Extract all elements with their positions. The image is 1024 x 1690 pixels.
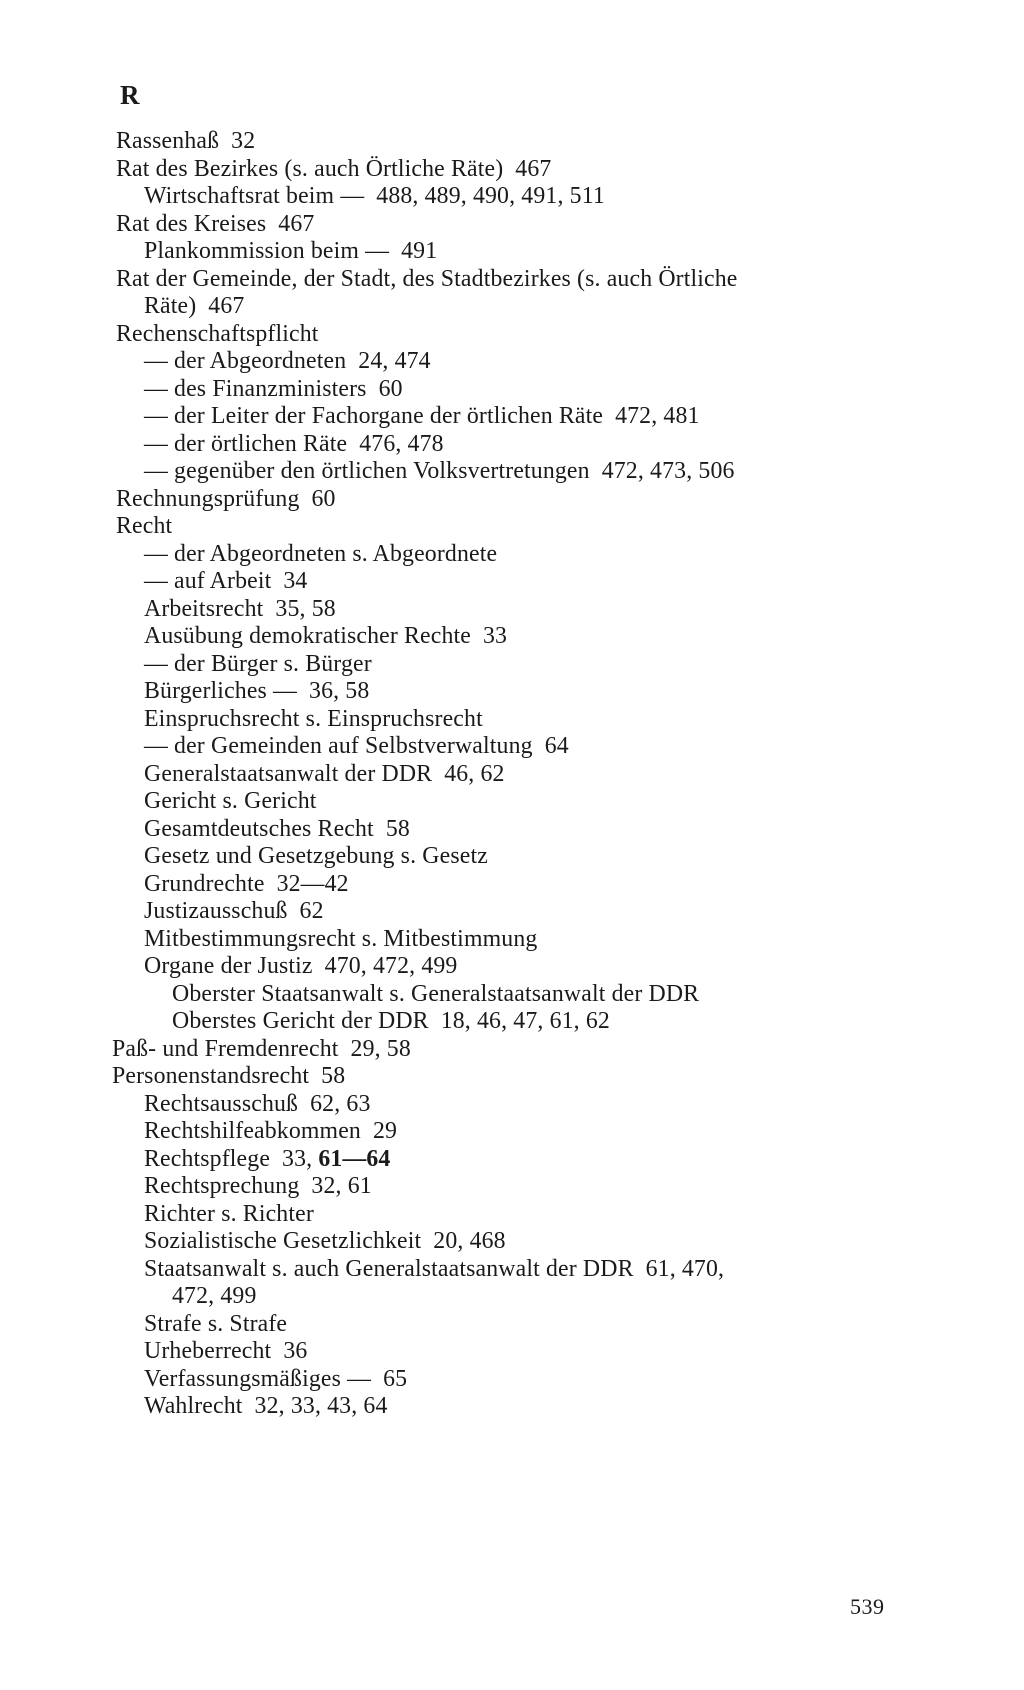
page-number: 539 bbox=[850, 1594, 885, 1619]
bold-page-range: 61—64 bbox=[318, 1145, 391, 1172]
index-subentry: Organe der Justiz 470, 472, 499 bbox=[144, 953, 458, 979]
index-subentry: Gesetz und Gesetzgebung s. Gesetz bbox=[144, 843, 488, 869]
index-subentry: Mitbestimmungsrecht s. Mitbestimmung bbox=[144, 925, 538, 952]
index-subentry: Verfassungsmäßiges — 65 bbox=[144, 1365, 408, 1392]
index-subentry: Plankommission beim — 491 bbox=[144, 238, 438, 264]
index-subentry: Rechtspflege 33, 61—64 bbox=[144, 1145, 391, 1172]
index-subentry: — der Abgeordneten s. Abgeordnete bbox=[144, 540, 498, 567]
index-subentry: Gericht s. Gericht bbox=[144, 788, 317, 814]
index-entry: Rat des Bezirkes (s. auch Örtliche Räte) 467 bbox=[116, 155, 552, 182]
index-entry: Rat des Kreises 467 bbox=[116, 210, 315, 237]
index-subsubentry: Oberstes Gericht der DDR 18, 46, 47, 61, 62 bbox=[172, 1008, 610, 1034]
index-subentry: — der Gemeinden auf Selbstverwaltung 64 bbox=[144, 733, 569, 759]
index-subentry: Einspruchsrecht s. Einspruchsrecht bbox=[144, 705, 483, 732]
index-subentry: Staatsanwalt s. auch Generalstaatsanwalt der DDR 61, 470, bbox=[144, 1255, 725, 1282]
index-subentry: Urheberrecht 36 bbox=[144, 1338, 308, 1364]
index-subentry: — der Bürger s. Bürger bbox=[144, 650, 372, 677]
index-subentry: — auf Arbeit 34 bbox=[144, 568, 308, 594]
index-subentry: Wirtschaftsrat beim — 488, 489, 490, 491, 511 bbox=[144, 183, 605, 209]
index-subentry: Arbeitsrecht 35, 58 bbox=[144, 595, 336, 622]
index-subentry: Richter s. Richter bbox=[144, 1200, 314, 1227]
index-subentry: — gegenüber den örtlichen Volksvertretungen 472, 473, 506 bbox=[144, 458, 735, 484]
index-subentry: Justizausschuß 62 bbox=[144, 898, 324, 924]
section-letter: R bbox=[120, 80, 140, 110]
index-subentry: Rechtsausschuß 62, 63 bbox=[144, 1090, 371, 1117]
index-list bbox=[112, 128, 912, 1421]
index-subentry: Rechtsprechung 32, 61 bbox=[144, 1173, 372, 1199]
index-subentry: Generalstaatsanwalt der DDR 46, 62 bbox=[144, 760, 505, 787]
index-subentry: Wahlrecht 32, 33, 43, 64 bbox=[144, 1393, 388, 1419]
index-entry: Rat der Gemeinde, der Stadt, des Stadtbezirkes (s. auch Örtliche bbox=[116, 265, 738, 292]
index-subentry: Gesamtdeutsches Recht 58 bbox=[144, 815, 410, 842]
index-entry: Paß- und Fremdenrecht 29, 58 bbox=[112, 1035, 411, 1062]
index-subentry: Strafe s. Strafe bbox=[144, 1310, 288, 1337]
index-entry: Rassenhaß 32 bbox=[116, 128, 256, 154]
index-entry: Rechenschaftspflicht bbox=[116, 320, 319, 347]
index-subentry: — der Abgeordneten 24, 474 bbox=[144, 348, 431, 374]
index-subentry: Sozialistische Gesetzlichkeit 20, 468 bbox=[144, 1228, 506, 1254]
index-entry-continuation: Räte) 467 bbox=[144, 293, 245, 319]
index-entry: Recht bbox=[116, 513, 173, 539]
index-entry-continuation: 472, 499 bbox=[172, 1283, 257, 1309]
index-subentry: Ausübung demokratischer Rechte 33 bbox=[144, 623, 508, 649]
index-subsubentry: Oberster Staatsanwalt s. Generalstaatsanwalt der DDR bbox=[172, 980, 700, 1007]
index-subentry: — der Leiter der Fachorgane der örtlichen Räte 472, 481 bbox=[144, 403, 700, 429]
index-subentry: Grundrechte 32—42 bbox=[144, 870, 349, 897]
index-entry: Rechnungsprüfung 60 bbox=[116, 485, 336, 512]
index-subentry: — der örtlichen Räte 476, 478 bbox=[144, 430, 444, 457]
index-subentry: Rechtshilfeabkommen 29 bbox=[144, 1118, 398, 1144]
index-entry: Personenstandsrecht 58 bbox=[112, 1063, 346, 1089]
index-subentry: — des Finanzministers 60 bbox=[144, 375, 403, 402]
index-subentry: Bürgerliches — 36, 58 bbox=[144, 678, 370, 704]
